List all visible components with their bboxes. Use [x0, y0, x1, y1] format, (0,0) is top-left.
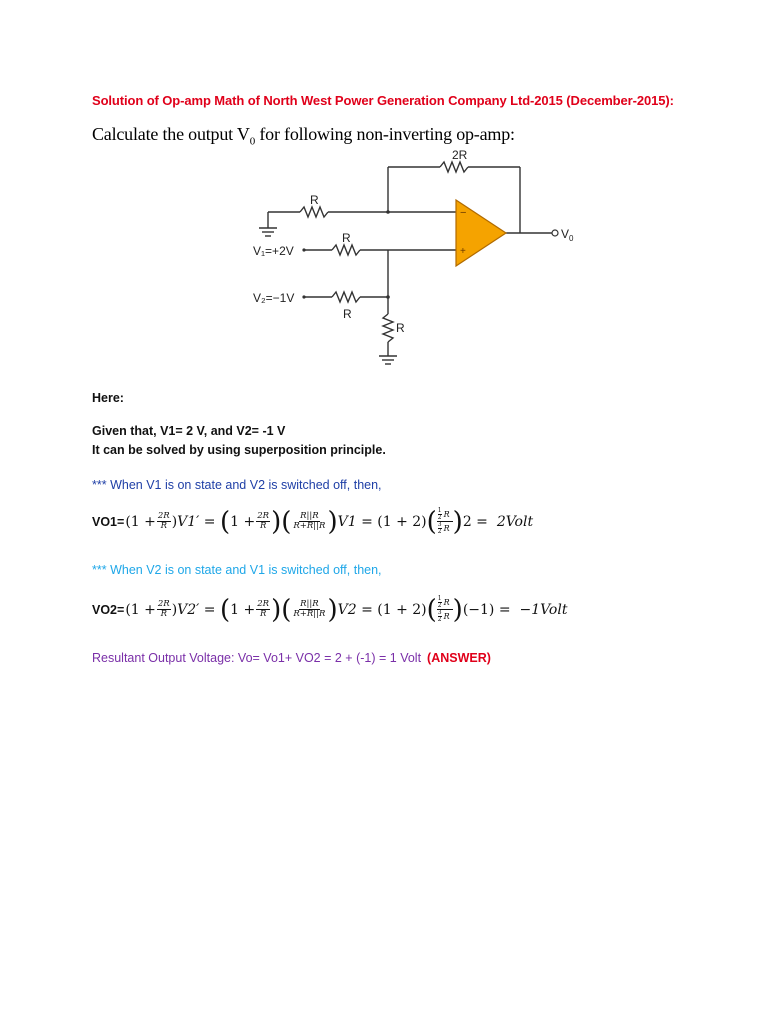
question-subscript: 0	[249, 135, 256, 148]
case1-heading: *** When V1 is on state and V2 is switched off, then,	[92, 478, 382, 492]
eq1-lead: VO1=	[92, 514, 125, 529]
output-label: $V_0$	[561, 227, 574, 243]
answer-tag: (ANSWER)	[427, 651, 491, 665]
resultant-text: Resultant Output Voltage: Vo= Vo1+ VO2 = 2 + (-1) = 1 Volt	[92, 651, 422, 665]
opamp-circuit-diagram	[0, 0, 768, 390]
v1-resistor-label: R	[342, 231, 351, 245]
feedback-resistor-label: 2R	[452, 148, 468, 162]
document-title: Solution of Op-amp Math of North West Power Generation Company Ltd-2015 (December-2015):	[92, 93, 674, 108]
resultant-line	[92, 651, 491, 665]
question-lead: Calculate the output V	[92, 124, 250, 144]
v2-resistor-label: R	[343, 307, 352, 321]
input-resistor-label: R	[310, 193, 319, 207]
here-label: Here:	[92, 391, 124, 405]
equation-vo2: VO2= ( 1 + $\frac{2R}{R}$ ) V2′ = ( 1 + $\frac{2R}{R}$ ) ( $\frac{R||R}{R+R||R}$ ) V2 = (1 + 2) ( 1 2 R 3 2 R ) (−1) = −1Volt	[92, 594, 568, 625]
case2-heading: *** When V2 is on state and V1 is switched off, then,	[92, 563, 382, 577]
eq1-frac-a: $\frac{2R}{R}$	[157, 511, 170, 531]
method-line: It can be solved by using superposition principle.	[92, 443, 386, 457]
v2-source-label: V₂=−1V	[253, 291, 295, 305]
equation-vo1: VO1= ( 1 + $\frac{2R}{R}$ ) V1′ = ( 1 + $\frac{2R}{R}$ ) ( $\frac{R||R}{R+R||R}$ ) V1 = (1 + 2) ( 1 2 R 3 2 R ) 2 = 2Volt	[92, 506, 534, 537]
eq1-result: 2Volt	[496, 513, 534, 530]
noninverting-input-sign: +	[460, 246, 466, 257]
eq2-lead: VO2=	[92, 602, 125, 617]
ground-resistor-label: R	[396, 321, 405, 335]
question-rest: for following non-inverting op-amp:	[255, 124, 515, 144]
v1-source-label: V₁=+2V	[253, 244, 294, 258]
given-line: Given that, V1= 2 V, and V2= -1 V	[92, 424, 286, 438]
inverting-input-sign: −	[460, 207, 467, 219]
eq2-result: −1Volt	[519, 601, 568, 618]
